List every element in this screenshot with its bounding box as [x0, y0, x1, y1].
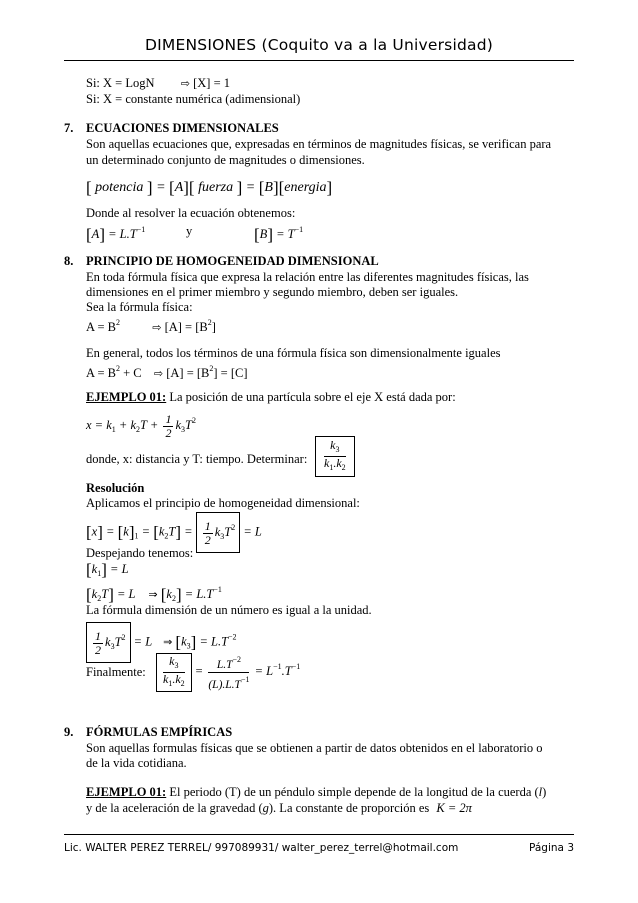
result-equation: $[B] = T^{-1}$: [254, 225, 304, 244]
eq-term: potencia: [95, 180, 144, 195]
eq-term: = L.T: [199, 634, 229, 649]
page-footer: [64, 842, 574, 854]
homogeneity-equation: $[x] = [k]_1 = [k_2T]$ = $\frac{1}{2}$ $k_3T^2 = L$: [86, 512, 262, 553]
constant-formula: K = 2π: [436, 801, 472, 815]
eq-term: T +: [140, 418, 162, 432]
variable: g: [262, 801, 269, 815]
example-text: El periodo (T) de un péndulo simple depende de la longitud de la cuerda (: [169, 785, 539, 799]
subscript: 1: [134, 531, 139, 541]
exponent: −1: [213, 585, 222, 594]
formula-term: ] = [C]: [213, 366, 248, 380]
eq-term: k: [166, 587, 172, 601]
eq-term: k: [163, 671, 169, 686]
exponent: −2: [228, 632, 237, 642]
arrow-icon: ⇨: [180, 77, 190, 90]
subscript: 1: [329, 463, 334, 472]
eq-term: k: [105, 635, 111, 649]
arrow-icon: ⇨: [152, 321, 162, 334]
section-number: 7.: [64, 121, 74, 135]
exponent: 2: [121, 633, 126, 642]
subscript: 2: [136, 425, 141, 434]
finally-label: Finalmente:: [86, 665, 146, 679]
denominator: 2: [204, 532, 211, 547]
eq-term: k: [158, 524, 165, 539]
eq-term: A: [174, 180, 184, 195]
subscript: 2: [164, 531, 169, 541]
eq-term: = L: [243, 524, 262, 539]
page-header: DIMENSIONES (Coquito va a la Universidad): [145, 36, 493, 54]
eq-term: = L: [116, 587, 136, 601]
implies-icon: ⇒: [148, 588, 158, 601]
eq-term: k: [169, 653, 175, 668]
implies-icon: ⇒: [163, 635, 173, 649]
formula-term: A = B: [86, 320, 116, 334]
header-rule: [64, 60, 574, 61]
eq-term: k: [330, 438, 336, 452]
eq-term: T: [224, 525, 232, 539]
subscript: 3: [186, 641, 191, 651]
formula-term: ]: [211, 320, 216, 334]
eq-term: T: [114, 635, 122, 649]
resolution-title: Resolución: [86, 481, 145, 495]
eq-term: B: [259, 227, 268, 241]
subscript: 3: [181, 425, 185, 434]
paragraph-line: dimensiones en el primer miembro y segundo miembro, deben ser iguales.: [86, 285, 459, 299]
subscript: 2: [97, 594, 102, 603]
subscript: 1: [168, 678, 173, 688]
paragraph-line: de la vida cotidiana.: [86, 756, 187, 770]
eq-term: T: [185, 418, 192, 432]
denominator: (L).L.T: [208, 678, 241, 691]
determine-expression: [315, 436, 355, 477]
exponent: −2: [232, 654, 241, 664]
eq-term: A: [91, 227, 100, 241]
subscript: 3: [335, 445, 340, 454]
conjunction: y: [186, 224, 193, 238]
paragraph-line: En toda fórmula física que expresa la relación entre las diferentes magnitudes físicas, las: [86, 270, 529, 284]
exponent: 2: [231, 523, 236, 532]
eq-term: x = k: [86, 418, 112, 432]
section-number: 9.: [64, 725, 74, 739]
exponent: 2: [207, 318, 212, 327]
denominator: 2: [165, 425, 172, 440]
eq-term: k: [181, 634, 187, 649]
subscript: 2: [171, 594, 176, 603]
formula-term: [A] = [B: [164, 320, 208, 334]
eq-term: x: [91, 524, 98, 539]
paragraph-line: Son aquellas ecuaciones que, expresadas en términos de magnitudes físicas, se verifican para: [86, 137, 552, 151]
formula-line: [86, 315, 216, 335]
exponent: 2: [209, 364, 214, 373]
eq-term: B: [264, 180, 273, 195]
denominator: 2: [95, 642, 101, 657]
eq-term: = L.T: [184, 587, 214, 601]
paragraph-line: Sea la fórmula física:: [86, 300, 193, 314]
eq-term: L.T: [119, 227, 137, 241]
paragraph-line: Son aquellas formulas físicas que se obtienen a partir de datos obtenidos en el laboratorio o: [86, 741, 543, 755]
exponent: 2: [191, 416, 196, 425]
formula-term: [A] = [B: [166, 366, 210, 380]
section-title: PRINCIPIO DE HOMOGENEIDAD DIMENSIONAL: [86, 254, 379, 268]
formula-term: A = B: [86, 366, 116, 380]
final-result: $\frac{k_3}{k_1.k_2}$ = $\frac{L.T^{-2}}{(L).L.T^{-1}}$ = $L^{-1}.T^{-1}$: [156, 652, 300, 692]
eq-term: k: [91, 587, 98, 601]
intro-line-2: Si: X = constante numérica (adimensional): [86, 92, 301, 106]
eq-term: k: [91, 562, 98, 576]
eq-term: + k: [115, 418, 137, 432]
eq-term: T: [101, 587, 109, 601]
paragraph-line: Aplicamos el principio de homogeneidad dimensional:: [86, 496, 360, 510]
intro-line-1: [86, 76, 230, 91]
paragraph-line: donde, x: distancia y T: tiempo. Determinar:: [86, 452, 308, 466]
eq-term: k: [324, 456, 330, 470]
example-line: [86, 785, 546, 800]
derivation-line: $[k_1] = L$: [86, 560, 129, 579]
formula-term: + C: [119, 366, 142, 380]
fraction: [163, 413, 173, 440]
derivation-line: $[k_2T] = L$ ⇒ $[k_2] = L.T^{-1}$: [86, 585, 222, 604]
eq-term: k: [175, 418, 181, 432]
numerator: L.T: [216, 658, 233, 671]
subscript: 2: [341, 463, 346, 472]
numerator: 1: [165, 411, 172, 426]
example-line: [86, 801, 472, 816]
section-title: FÓRMULAS EMPÍRICAS: [86, 725, 233, 739]
variable: l: [538, 785, 543, 799]
example-text: La posición de una partícula sobre el eje X está dada por:: [169, 390, 456, 404]
derivation-line: $\frac{1}{2}$ $k_3T^2 = L$ ⇒ $[k_3] = L.T^{-2}$: [86, 622, 237, 663]
dimensional-equation: [ potencia ] = [A][ fuerza ] = [B][energia]: [86, 178, 333, 197]
subscript: 3: [220, 532, 225, 541]
eq-term: .k: [172, 671, 181, 686]
eq-term: k: [123, 524, 129, 539]
footer-author: Lic. WALTER PEREZ TERREL/ 997089931/ walter_perez_terrel@hotmail.com: [64, 842, 459, 854]
formula-line: [86, 361, 248, 381]
exponent: −1: [136, 225, 146, 234]
footer-rule: [64, 834, 574, 835]
page-number: Página 3: [529, 842, 574, 854]
example-label: EJEMPLO 01:: [86, 785, 167, 799]
result-equation: $[A] = L.T^{-1}$: [86, 225, 146, 244]
subscript: 1: [97, 569, 102, 578]
paragraph-line: Despejando tenemos:: [86, 546, 194, 560]
eq-term: fuerza: [198, 180, 234, 195]
paragraph-line: un determinado conjunto de magnitudes o dimensiones.: [86, 153, 365, 167]
numerator: 1: [204, 518, 211, 533]
eq-term: .T: [281, 664, 292, 678]
section-title: ECUACIONES DIMENSIONALES: [86, 121, 279, 135]
exponent: −1: [294, 225, 304, 234]
subscript: 3: [174, 660, 179, 670]
intro-text: Si: X = LogN: [86, 76, 155, 90]
eq-term: = L: [133, 634, 152, 649]
example-text: ): [542, 785, 547, 799]
example-text: y de la aceleración de la gravedad (: [86, 801, 263, 815]
eq-term: T: [287, 227, 295, 241]
eq-term: energia: [284, 180, 327, 195]
eq-term: = L: [110, 562, 129, 576]
eq-term: T: [168, 524, 176, 539]
eq-term: .k: [333, 456, 342, 470]
example-text: ). La constante de proporción es: [268, 801, 430, 815]
subscript: 1: [111, 425, 116, 434]
paragraph-line: Donde al resolver la ecuación obtenemos:: [86, 206, 296, 220]
example-line: [86, 390, 456, 405]
subscript: 3: [110, 642, 115, 651]
paragraph-line: La fórmula dimensión de un número es igual a la unidad.: [86, 603, 372, 617]
section-number: 8.: [64, 254, 74, 268]
position-equation: [86, 407, 196, 444]
numerator: 1: [95, 628, 101, 643]
exponent: −1: [273, 662, 282, 671]
exponent: 2: [115, 364, 120, 373]
exponent: 2: [115, 318, 120, 327]
arrow-icon: ⇨: [153, 367, 164, 380]
exponent: −1: [291, 662, 301, 671]
eq-term: k: [214, 525, 221, 539]
intro-result: [X] = 1: [193, 76, 231, 90]
subscript: 2: [180, 678, 185, 688]
paragraph-line: En general, todos los términos de una fórmula física son dimensionalmente iguales: [86, 346, 501, 360]
exponent: −1: [240, 674, 250, 684]
example-label: EJEMPLO 01:: [86, 390, 167, 404]
eq-term: = L: [254, 664, 274, 678]
